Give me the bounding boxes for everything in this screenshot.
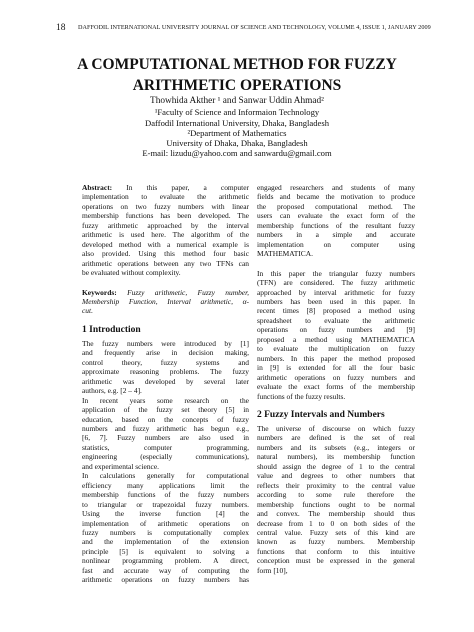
text-line: central value. Fuzzy sets of this kind are	[257, 527, 415, 537]
text-line: fast and accurate way of computing the	[82, 565, 249, 575]
text-line: and convex. The membership should thus	[257, 509, 415, 519]
text-line: MATHEMATICA.	[257, 249, 313, 259]
text-line: numbers in a simple and accurate	[257, 230, 415, 240]
author-block	[60, 96, 414, 159]
text-line: (TFN) are considered. The fuzzy arithmetic	[257, 278, 415, 288]
text-line: numbers are defined is the set of real	[257, 433, 415, 443]
text-line: functions of the fuzzy results.	[257, 391, 346, 401]
title-line-1: A COMPUTATIONAL METHOD FOR FUZZY	[77, 56, 397, 73]
abstract-line: developed method with a numerical example is	[82, 239, 249, 249]
text-line: engaged researchers and students of many	[257, 183, 415, 192]
keywords	[82, 288, 249, 316]
affiliation-1: ¹Faculty of Science and Informaion Technology	[154, 107, 320, 118]
abstract-line: implementation to evaluate the arithmetic	[82, 192, 249, 202]
text-line: statistics, computer programming,	[82, 442, 249, 452]
keywords-line: Membership Function, Interval arithmetic, α-	[82, 296, 249, 306]
text-line: membership functions of the resultant fuzzy	[257, 220, 415, 230]
text-line: decrease from 1 to 0 on both sides of the	[257, 518, 415, 528]
paper-title	[40, 54, 434, 96]
abstract-line: membership functions has been developed. The	[82, 211, 249, 221]
abstract-line: operations on two fuzzy numbers with linear	[82, 201, 249, 211]
text-line: membership functions ought to be normal	[257, 499, 415, 509]
text-line: functions that conform to this intuitive	[257, 546, 415, 556]
text-line: arithmetic operations on fuzzy numbers has	[82, 575, 249, 585]
text-line: to triangular or trapezoidal fuzzy numbers.	[82, 499, 249, 509]
abstract	[82, 183, 249, 278]
text-line: In this paper the triangular fuzzy numbers	[257, 268, 415, 278]
text-line: nonlinear programming problem. A direct,	[82, 556, 249, 566]
text-line: reflects their proximity to the central value	[257, 480, 415, 490]
introduction-text	[82, 339, 249, 585]
text-line: numbers and fuzzy arithmetic has begun e.g.,	[82, 423, 249, 433]
text-line: The universe of discourse on which fuzzy	[257, 423, 415, 433]
abstract-line: also provided. Using this method four basic	[82, 249, 249, 259]
text-line: should assign the degree of 1 to the central	[257, 461, 415, 471]
text-line: the proposed computational method. The	[257, 201, 415, 211]
text-line: operations on fuzzy numbers and [9]	[257, 325, 415, 335]
text-line: education, based on the concepts of fuzzy	[82, 414, 249, 424]
text-line: and the implementation of the extension	[82, 537, 249, 547]
text-line: approximate reasoning problems. The fuzzy	[82, 367, 249, 377]
text-line: implementation on computer using	[257, 239, 415, 249]
author-names: Thowhida Akther ¹ and Sanwar Uddin Ahmad²	[150, 96, 324, 106]
text-line: control theory, fuzzy systems and	[82, 357, 249, 367]
text-line: value and degrees to other numbers that	[257, 471, 415, 481]
text-line: arithmetic operations on fuzzy numbers and	[257, 372, 415, 382]
abstract-line: fuzzy arithmetic approached by the interval	[82, 220, 249, 230]
text-line: according to some rule therefore the	[257, 490, 415, 500]
text-line: numbers has been used in this paper. In	[257, 296, 415, 306]
text-line: form [10],	[257, 565, 288, 575]
running-header	[56, 23, 431, 35]
text-line: natural numbers), its membership function	[257, 452, 415, 462]
text-line: users can evaluate the exact form of the	[257, 211, 415, 221]
title-line-2: ARITHMETIC OPERATIONS	[132, 77, 342, 94]
abstract-line: arithmetic is used here. The algorithm of the	[82, 230, 249, 240]
text-line: In recent years some research on the	[82, 395, 249, 405]
text-line: conception must be expressed in the general	[257, 556, 415, 566]
text-line: and experimental science.	[82, 461, 160, 471]
text-line: spreadsheet to evaluate the arithmetic	[257, 315, 415, 325]
text-line: application of the fuzzy set theory [5] in	[82, 405, 249, 415]
affiliation-4: University of Dhaka, Dhaka, Bangladesh	[166, 138, 308, 149]
text-line: and frequently arise in decision making,	[82, 348, 249, 358]
left-column	[82, 183, 249, 585]
keywords-line: cut.	[82, 306, 93, 316]
right-paragraph-2	[257, 269, 415, 401]
text-line: known as fuzzy numbers. Membership	[257, 537, 415, 547]
right-column	[257, 183, 415, 575]
page-number: 18	[56, 23, 66, 33]
affiliation-3: ²Department of Mathematics	[187, 127, 287, 138]
text-line: implementation of arithmetic operations on	[82, 518, 249, 528]
text-line: numbers and its subsets (e.g., integers or	[257, 442, 415, 452]
text-line: approached by interval arithmetic for fuzzy	[257, 287, 415, 297]
author-email: E-mail: lizudu@yahoo.com and sanwardu@gmail.com	[142, 148, 332, 159]
section-heading-fuzzy-intervals: 2 Fuzzy Intervals and Numbers	[257, 409, 385, 420]
keywords-label: Keywords:	[82, 287, 117, 297]
text-line: authors, e.g. [2 – 4].	[82, 386, 142, 396]
text-line: The fuzzy numbers were introduced by [1]	[82, 338, 249, 348]
text-line: to evaluate the multiplication on fuzzy	[257, 344, 415, 354]
journal-title: DAFFODIL INTERNATIONAL UNIVERSITY JOURNAL OF SCIENCE AND TECHNOLOGY, VOLUME 4, ISSUE 1, JANUARY 2009	[78, 24, 431, 31]
text-line: arithmetic was developed by several later	[82, 376, 249, 386]
text-line: evaluate the exact forms of the membership	[257, 382, 415, 392]
right-paragraph-1	[257, 183, 415, 259]
right-paragraph-3	[257, 424, 415, 575]
text-line: engineering (especially communications),	[82, 452, 249, 462]
text-line: fuzzy numbers is computationally complex	[82, 527, 249, 537]
text-line: [6, 7]. Fuzzy numbers are also used in	[82, 433, 249, 443]
text-line: proposed a method using MATHEMATICA	[257, 334, 415, 344]
text-line: membership functions of the fuzzy numbers	[82, 490, 249, 500]
text-line: In calculations generally for computational	[82, 471, 249, 481]
keywords-line: Keywords: Fuzzy arithmetic, Fuzzy number,	[82, 287, 250, 297]
section-heading-introduction: 1 Introduction	[82, 324, 141, 335]
text-line: recent times [8] proposed a method using	[257, 306, 415, 316]
text-line: numbers. In this paper the method proposed	[257, 353, 415, 363]
abstract-label: Abstract:	[82, 183, 113, 192]
text-line: fields and became the motivation to produce	[257, 192, 415, 202]
text-line: efficiency many applications limit the	[82, 480, 249, 490]
text-line: principle [5] is equivalent to solving a	[82, 546, 249, 556]
text-line: in [9] is extended for all the four basic	[257, 363, 415, 373]
affiliation-2: Daffodil International University, Dhaka, Bangladesh	[145, 117, 329, 128]
abstract-line: Abstract: In this paper, a computer	[82, 183, 249, 192]
abstract-line: be evaluated without complexity.	[82, 268, 181, 278]
text-line: Using the inverse function [4] the	[82, 509, 249, 519]
abstract-line: arithmetic operations between any two TFNs can	[82, 258, 249, 268]
